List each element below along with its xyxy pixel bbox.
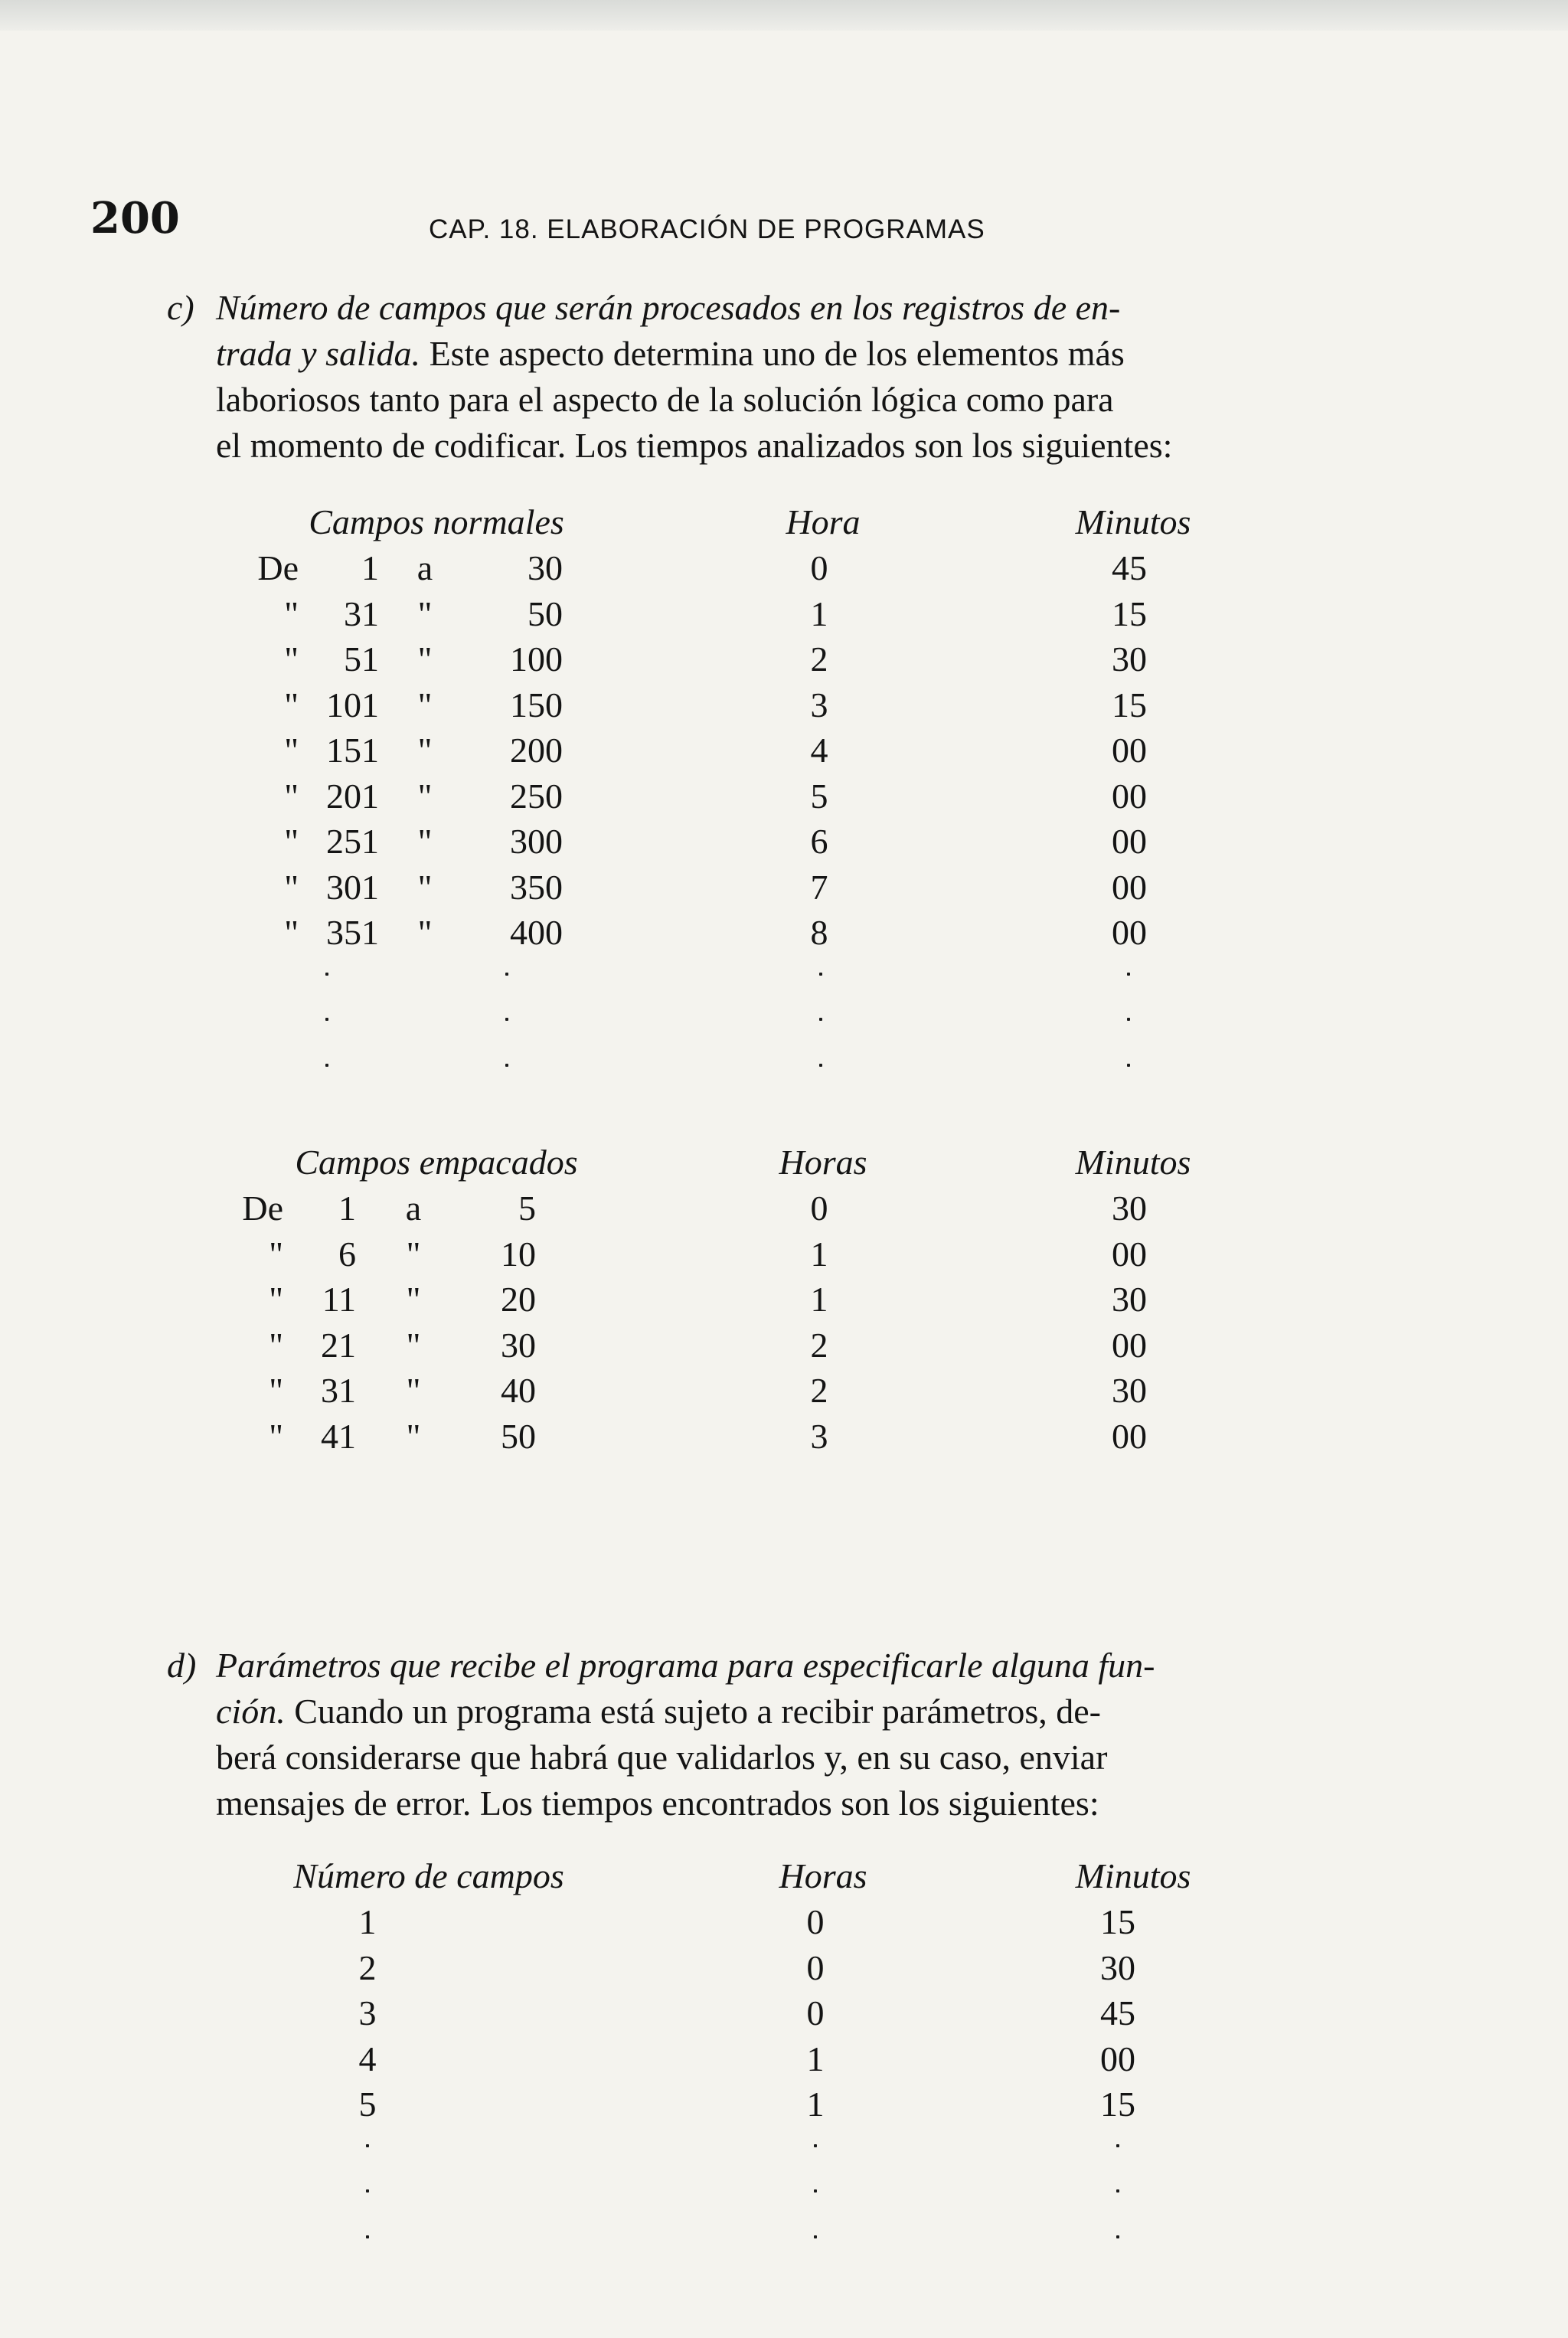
chapter-title: CAP. 18. ELABORACIÓN DE PROGRAMAS [429,214,985,244]
section-d-line-2: ción. Cuando un programa está sujeto a recibir parámetros, de- [216,1692,1101,1731]
range-prefix: " [269,1371,283,1410]
range-from: 51 [344,639,379,679]
col-header-campos: Campos normales [309,502,564,541]
hours-cell: 1 [810,1234,828,1274]
ellipsis-dot [366,2189,369,2192]
table-campos-normales [0,499,1568,1092]
table-row [0,819,1568,865]
hours-cell: 1 [810,1280,828,1319]
col-header-campos: Campos empacados [295,1143,578,1182]
ellipsis-dot [1127,1018,1130,1021]
range-connector: " [417,822,433,861]
range-connector: " [406,1371,421,1410]
field-count-cell: 1 [358,1902,377,1941]
range-connector: a [416,548,433,587]
range-prefix: " [269,1234,283,1274]
minutes-cell: 00 [1112,1325,1147,1365]
ellipsis-row [0,956,1568,1002]
minutes-cell: 15 [1100,2085,1135,2124]
range-prefix: " [284,639,299,679]
range-connector: " [406,1280,421,1319]
table-row [0,1368,1568,1414]
range-from: 351 [326,913,379,952]
table-campos-empacados [0,1140,1568,1459]
range-from: 31 [321,1371,356,1410]
field-count-cell: 3 [358,1993,377,2032]
range-connector: " [417,913,433,952]
range-prefix: " [284,685,299,724]
ellipsis-row [0,1001,1568,1047]
table-row [0,1323,1568,1368]
range-to: 400 [510,913,563,952]
range-to: 40 [501,1371,536,1410]
minutes-cell: 00 [1112,822,1147,861]
hours-cell: 2 [810,1371,828,1410]
range-from: 1 [361,548,379,587]
ellipsis-dot [366,2144,369,2147]
section-d-line-4: mensajes de error. Los tiempos encontrados son los siguientes: [216,1784,1099,1823]
minutes-cell: 15 [1112,593,1147,633]
range-from: 41 [321,1416,356,1456]
ellipsis-dot [325,1064,328,1067]
col-header-minutos: Minutos [1075,502,1191,541]
table-header-row [0,1140,1568,1185]
table-row [0,1945,1568,1991]
table-header-row [0,1853,1568,1899]
minutes-cell: 15 [1112,685,1147,724]
ellipsis-row [0,2173,1568,2219]
section-c-line-1: Número de campos que serán procesados en los registros de en- [216,288,1121,327]
range-to: 200 [510,731,563,770]
hours-cell: 4 [810,731,828,770]
range-from: 151 [326,731,379,770]
range-to: 300 [510,822,563,861]
range-from: 6 [338,1234,356,1274]
range-prefix: " [269,1325,283,1365]
table-row [0,728,1568,773]
section-c-line-2: trada y salida. Este aspecto determina uno de los elementos más [216,334,1125,373]
table-row [0,1185,1568,1231]
range-prefix: " [284,731,299,770]
ellipsis-dot [325,973,328,976]
range-prefix: " [284,867,299,907]
table-row [0,636,1568,682]
range-prefix: " [284,593,299,633]
ellipsis-dot [819,1064,822,1067]
hours-cell: 7 [810,867,828,907]
range-from: 101 [326,685,379,724]
range-from: 201 [326,776,379,816]
hours-cell: 0 [810,1189,828,1228]
range-to: 150 [510,685,563,724]
range-connector: " [417,639,433,679]
ellipsis-dot [1127,1064,1130,1067]
range-to: 30 [528,548,563,587]
minutes-cell: 30 [1112,639,1147,679]
col-header-minutos: Minutos [1075,1143,1191,1182]
table-row [0,2036,1568,2082]
range-to: 30 [501,1325,536,1365]
hours-cell: 1 [810,593,828,633]
range-prefix: " [269,1416,283,1456]
ellipsis-dot [1116,2189,1119,2192]
table-row [0,1990,1568,2036]
range-connector: " [417,867,433,907]
hours-cell: 8 [810,913,828,952]
range-from: 1 [338,1189,356,1228]
section-d-line-3: berá considerarse que habrá que validarlos y, en su caso, enviar [216,1738,1108,1777]
range-prefix: De [242,1189,283,1228]
section-c-line-4: el momento de codificar. Los tiempos analizados son los siguientes: [216,426,1173,465]
minutes-cell: 30 [1112,1189,1147,1228]
hours-cell: 2 [810,639,828,679]
range-from: 21 [321,1325,356,1365]
minutes-cell: 00 [1112,913,1147,952]
hours-cell: 0 [806,1902,825,1941]
minutes-cell: 15 [1100,1902,1135,1941]
minutes-cell: 00 [1112,1234,1147,1274]
table-row [0,545,1568,591]
range-connector: a [405,1189,422,1228]
range-prefix: " [284,776,299,816]
minutes-cell: 30 [1100,1947,1135,1987]
top-scan-band [0,0,1568,31]
field-count-cell: 2 [358,1947,377,1987]
table-row [0,865,1568,911]
range-to: 5 [518,1189,536,1228]
table-row [0,1414,1568,1460]
range-connector: " [406,1234,421,1274]
col-header-minutos: Minutos [1075,1856,1191,1895]
col-header-horas: Horas [779,1143,867,1182]
range-from: 31 [344,593,379,633]
hours-cell: 5 [810,776,828,816]
table-row [0,1231,1568,1277]
field-count-cell: 4 [358,2039,377,2078]
minutes-cell: 00 [1112,776,1147,816]
range-from: 251 [326,822,379,861]
ellipsis-dot [1116,2144,1119,2147]
range-connector: " [417,685,433,724]
minutes-cell: 00 [1112,1416,1147,1456]
section-c-paragraph [167,285,1364,469]
range-to: 350 [510,867,563,907]
ellipsis-dot [814,2235,817,2238]
range-prefix: " [269,1280,283,1319]
hours-cell: 6 [810,822,828,861]
range-to: 250 [510,776,563,816]
ellipsis-dot [1127,973,1130,976]
hours-cell: 2 [810,1325,828,1365]
range-prefix: " [284,822,299,861]
ellipsis-dot [366,2235,369,2238]
col-header-numero-campos: Número de campos [293,1856,564,1895]
minutes-cell: 45 [1112,548,1147,587]
ellipsis-row [0,2127,1568,2173]
section-c-label: c) [167,288,194,327]
table-row [0,910,1568,956]
range-prefix: De [257,548,299,587]
range-connector: " [417,593,433,633]
hours-cell: 0 [806,1947,825,1987]
ellipsis-dot [819,973,822,976]
page-number: 200 [90,193,180,244]
table-row [0,591,1568,637]
range-connector: " [406,1325,421,1365]
table-numero-de-campos [0,1853,1568,2264]
ellipsis-dot [814,2144,817,2147]
ellipsis-dot [1116,2235,1119,2238]
section-d-line-1: Parámetros que recibe el programa para especificarle alguna fun- [216,1646,1155,1685]
minutes-cell: 00 [1100,2039,1135,2078]
col-header-hora: Hora [786,502,861,541]
range-from: 301 [326,867,379,907]
ellipsis-row [0,1047,1568,1093]
running-header [0,193,1568,254]
ellipsis-dot [325,1018,328,1021]
hours-cell: 1 [806,2039,825,2078]
ellipsis-dot [819,1018,822,1021]
ellipsis-dot [505,973,508,976]
hours-cell: 0 [810,548,828,587]
table-row [0,1899,1568,1945]
hours-cell: 3 [810,685,828,724]
section-d-label: d) [167,1646,197,1685]
minutes-cell: 00 [1112,867,1147,907]
hours-cell: 1 [806,2085,825,2124]
minutes-cell: 30 [1112,1371,1147,1410]
range-to: 50 [501,1416,536,1456]
range-connector: " [417,776,433,816]
section-c-line-3: laboriosos tanto para el aspecto de la solución lógica como para [216,380,1114,419]
minutes-cell: 00 [1112,731,1147,770]
field-count-cell: 5 [358,2085,377,2124]
range-to: 100 [510,639,563,679]
table-header-row [0,499,1568,545]
table-row [0,1277,1568,1323]
col-header-horas: Horas [779,1856,867,1895]
range-to: 50 [528,593,563,633]
range-prefix: " [284,913,299,952]
range-to: 10 [501,1234,536,1274]
hours-cell: 3 [810,1416,828,1456]
minutes-cell: 45 [1100,1993,1135,2032]
range-connector: " [406,1416,421,1456]
table-row [0,682,1568,728]
hours-cell: 0 [806,1993,825,2032]
minutes-cell: 30 [1112,1280,1147,1319]
ellipsis-dot [505,1064,508,1067]
section-d-paragraph [167,1643,1364,1826]
table-row [0,2081,1568,2127]
range-from: 11 [322,1280,356,1319]
range-to: 20 [501,1280,536,1319]
range-connector: " [417,731,433,770]
ellipsis-row [0,2219,1568,2264]
ellipsis-dot [814,2189,817,2192]
ellipsis-dot [505,1018,508,1021]
table-row [0,773,1568,819]
